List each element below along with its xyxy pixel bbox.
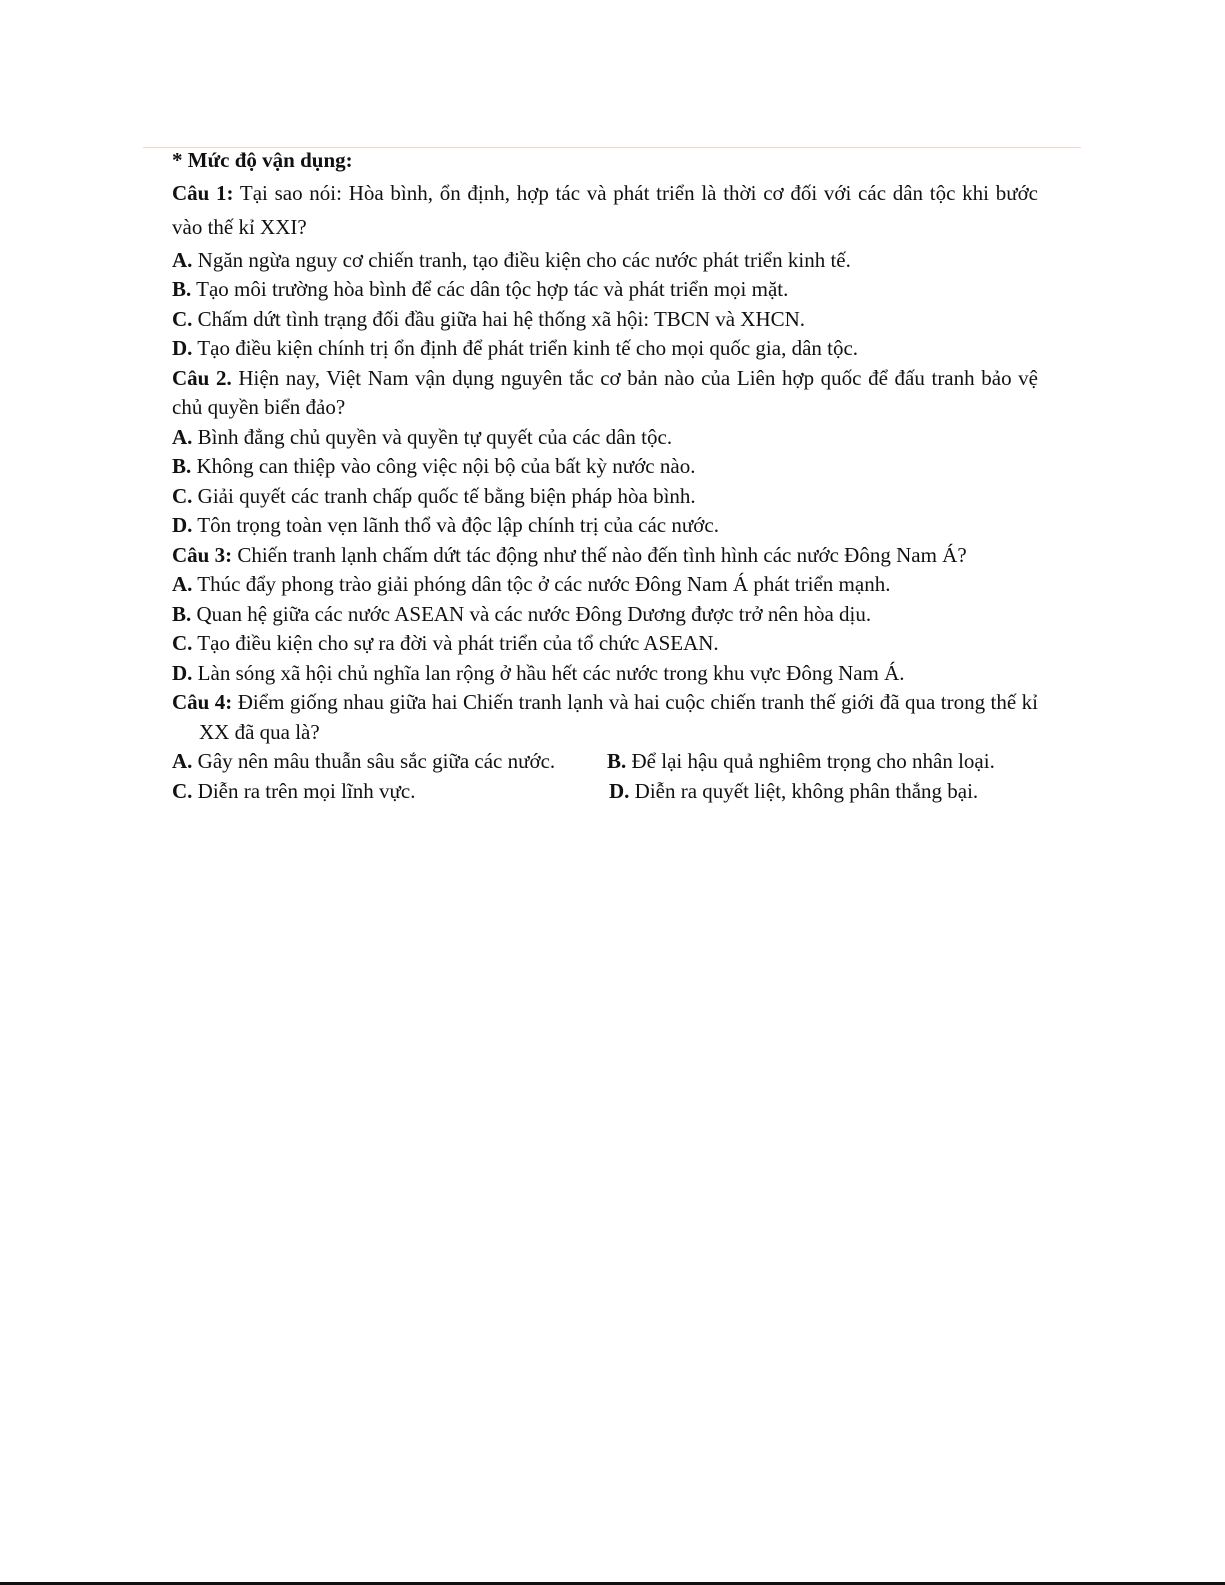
option-2d — [172, 511, 1038, 541]
option-text: Thúc đẩy phong trào giải phóng dân tộc ở các nước Đông Nam Á phát triển mạnh. — [192, 572, 891, 596]
question-2 — [172, 364, 1038, 423]
question-label: Câu 4: — [172, 690, 233, 714]
option-text: Không can thiệp vào công việc nội bộ của bất kỳ nước nào. — [191, 454, 696, 478]
question-text: Hiện nay, Việt Nam vận dụng nguyên tắc cơ bản nào của Liên hợp quốc để đấu tranh bảo vệ chủ quyền biển đảo? — [172, 365, 1038, 419]
option-3d — [172, 659, 1038, 689]
question-label: Câu 1: — [172, 180, 234, 205]
option-text: Tôn trọng toàn vẹn lãnh thổ và độc lập chính trị của các nước. — [192, 513, 719, 537]
option-text: Tạo điều kiện cho sự ra đời và phát triển của tổ chức ASEAN. — [192, 631, 719, 655]
option-text: Tạo môi trường hòa bình để các dân tộc hợp tác và phát triển mọi mặt. — [191, 277, 789, 301]
option-letter: B. — [172, 454, 192, 478]
option-text: Giải quyết các tranh chấp quốc tế bằng biện pháp hòa bình. — [192, 483, 696, 508]
option-letter: C. — [172, 483, 193, 508]
option-letter: A. — [172, 424, 193, 449]
option-2c — [172, 482, 1038, 512]
option-text: Gây nên mâu thuẫn sâu sắc giữa các nước. — [192, 749, 556, 773]
option-letter: A. — [172, 247, 193, 272]
option-letter: C. — [172, 306, 193, 331]
question-4 — [172, 688, 1038, 747]
option-letter: D. — [609, 778, 630, 803]
question-label: Câu 3: — [172, 542, 233, 567]
option-letter: B. — [172, 277, 192, 301]
option-1c — [172, 305, 1038, 335]
option-letter: C. — [172, 631, 193, 655]
question-text: Chiến tranh lạnh chấm dứt tác động như thế nào đến tình hình các nước Đông Nam Á? — [232, 542, 967, 567]
question-text: Tại sao nói: Hòa bình, ổn định, hợp tác và phát triển là thời cơ đối với các dân tộc khi bước vào thế kỉ XXI? — [172, 180, 1039, 239]
option-text: Ngăn ngừa nguy cơ chiến tranh, tạo điều kiện cho các nước phát triển kinh tế. — [192, 247, 851, 272]
option-4c — [172, 777, 609, 807]
question-label: Câu 2. — [172, 365, 232, 390]
option-4a — [172, 747, 607, 777]
option-text: Bình đẳng chủ quyền và quyền tự quyết của các dân tộc. — [192, 424, 673, 449]
option-letter: B. — [607, 749, 627, 773]
option-text: Diễn ra quyết liệt, không phân thắng bại. — [629, 778, 979, 803]
option-text: Để lại hậu quả nghiêm trọng cho nhân loại. — [626, 749, 995, 773]
section-heading: * Mức độ vận dụng: — [172, 148, 353, 172]
option-1b — [172, 275, 1038, 305]
option-3a — [172, 570, 1038, 600]
option-letter: D. — [172, 660, 193, 685]
options-row-4cd — [172, 777, 1038, 807]
document-body — [172, 146, 1038, 806]
option-2b — [172, 452, 1038, 482]
option-1d — [172, 334, 1038, 364]
question-text: Điểm giống nhau giữa hai Chiến tranh lạnh và hai cuộc chiến tranh thế giới đã qua trong thế kỉ XX đã qua là? — [199, 690, 1038, 744]
option-letter: D. — [172, 336, 193, 360]
option-letter: A. — [172, 749, 193, 773]
option-3b — [172, 600, 1038, 630]
option-4b — [607, 747, 1038, 777]
option-3c — [172, 629, 1038, 659]
option-4d — [609, 777, 1038, 807]
option-letter: B. — [172, 601, 192, 626]
option-letter: D. — [172, 513, 193, 537]
option-letter: A. — [172, 572, 193, 596]
option-letter: C. — [172, 778, 193, 803]
question-1 — [172, 176, 1038, 244]
option-text: Chấm dứt tình trạng đối đầu giữa hai hệ thống xã hội: TBCN và XHCN. — [192, 306, 806, 331]
option-text: Làn sóng xã hội chủ nghĩa lan rộng ở hầu hết các nước trong khu vực Đông Nam Á. — [192, 660, 905, 685]
option-text: Quan hệ giữa các nước ASEAN và các nước Đông Dương được trở nên hòa dịu. — [191, 601, 872, 626]
option-text: Tạo điều kiện chính trị ổn định để phát triển kinh tế cho mọi quốc gia, dân tộc. — [192, 336, 859, 360]
option-1a — [172, 246, 1038, 276]
option-text: Diễn ra trên mọi lĩnh vực. — [192, 778, 416, 803]
options-row-4ab — [172, 747, 1038, 777]
option-2a — [172, 423, 1038, 453]
question-3 — [172, 541, 1038, 571]
